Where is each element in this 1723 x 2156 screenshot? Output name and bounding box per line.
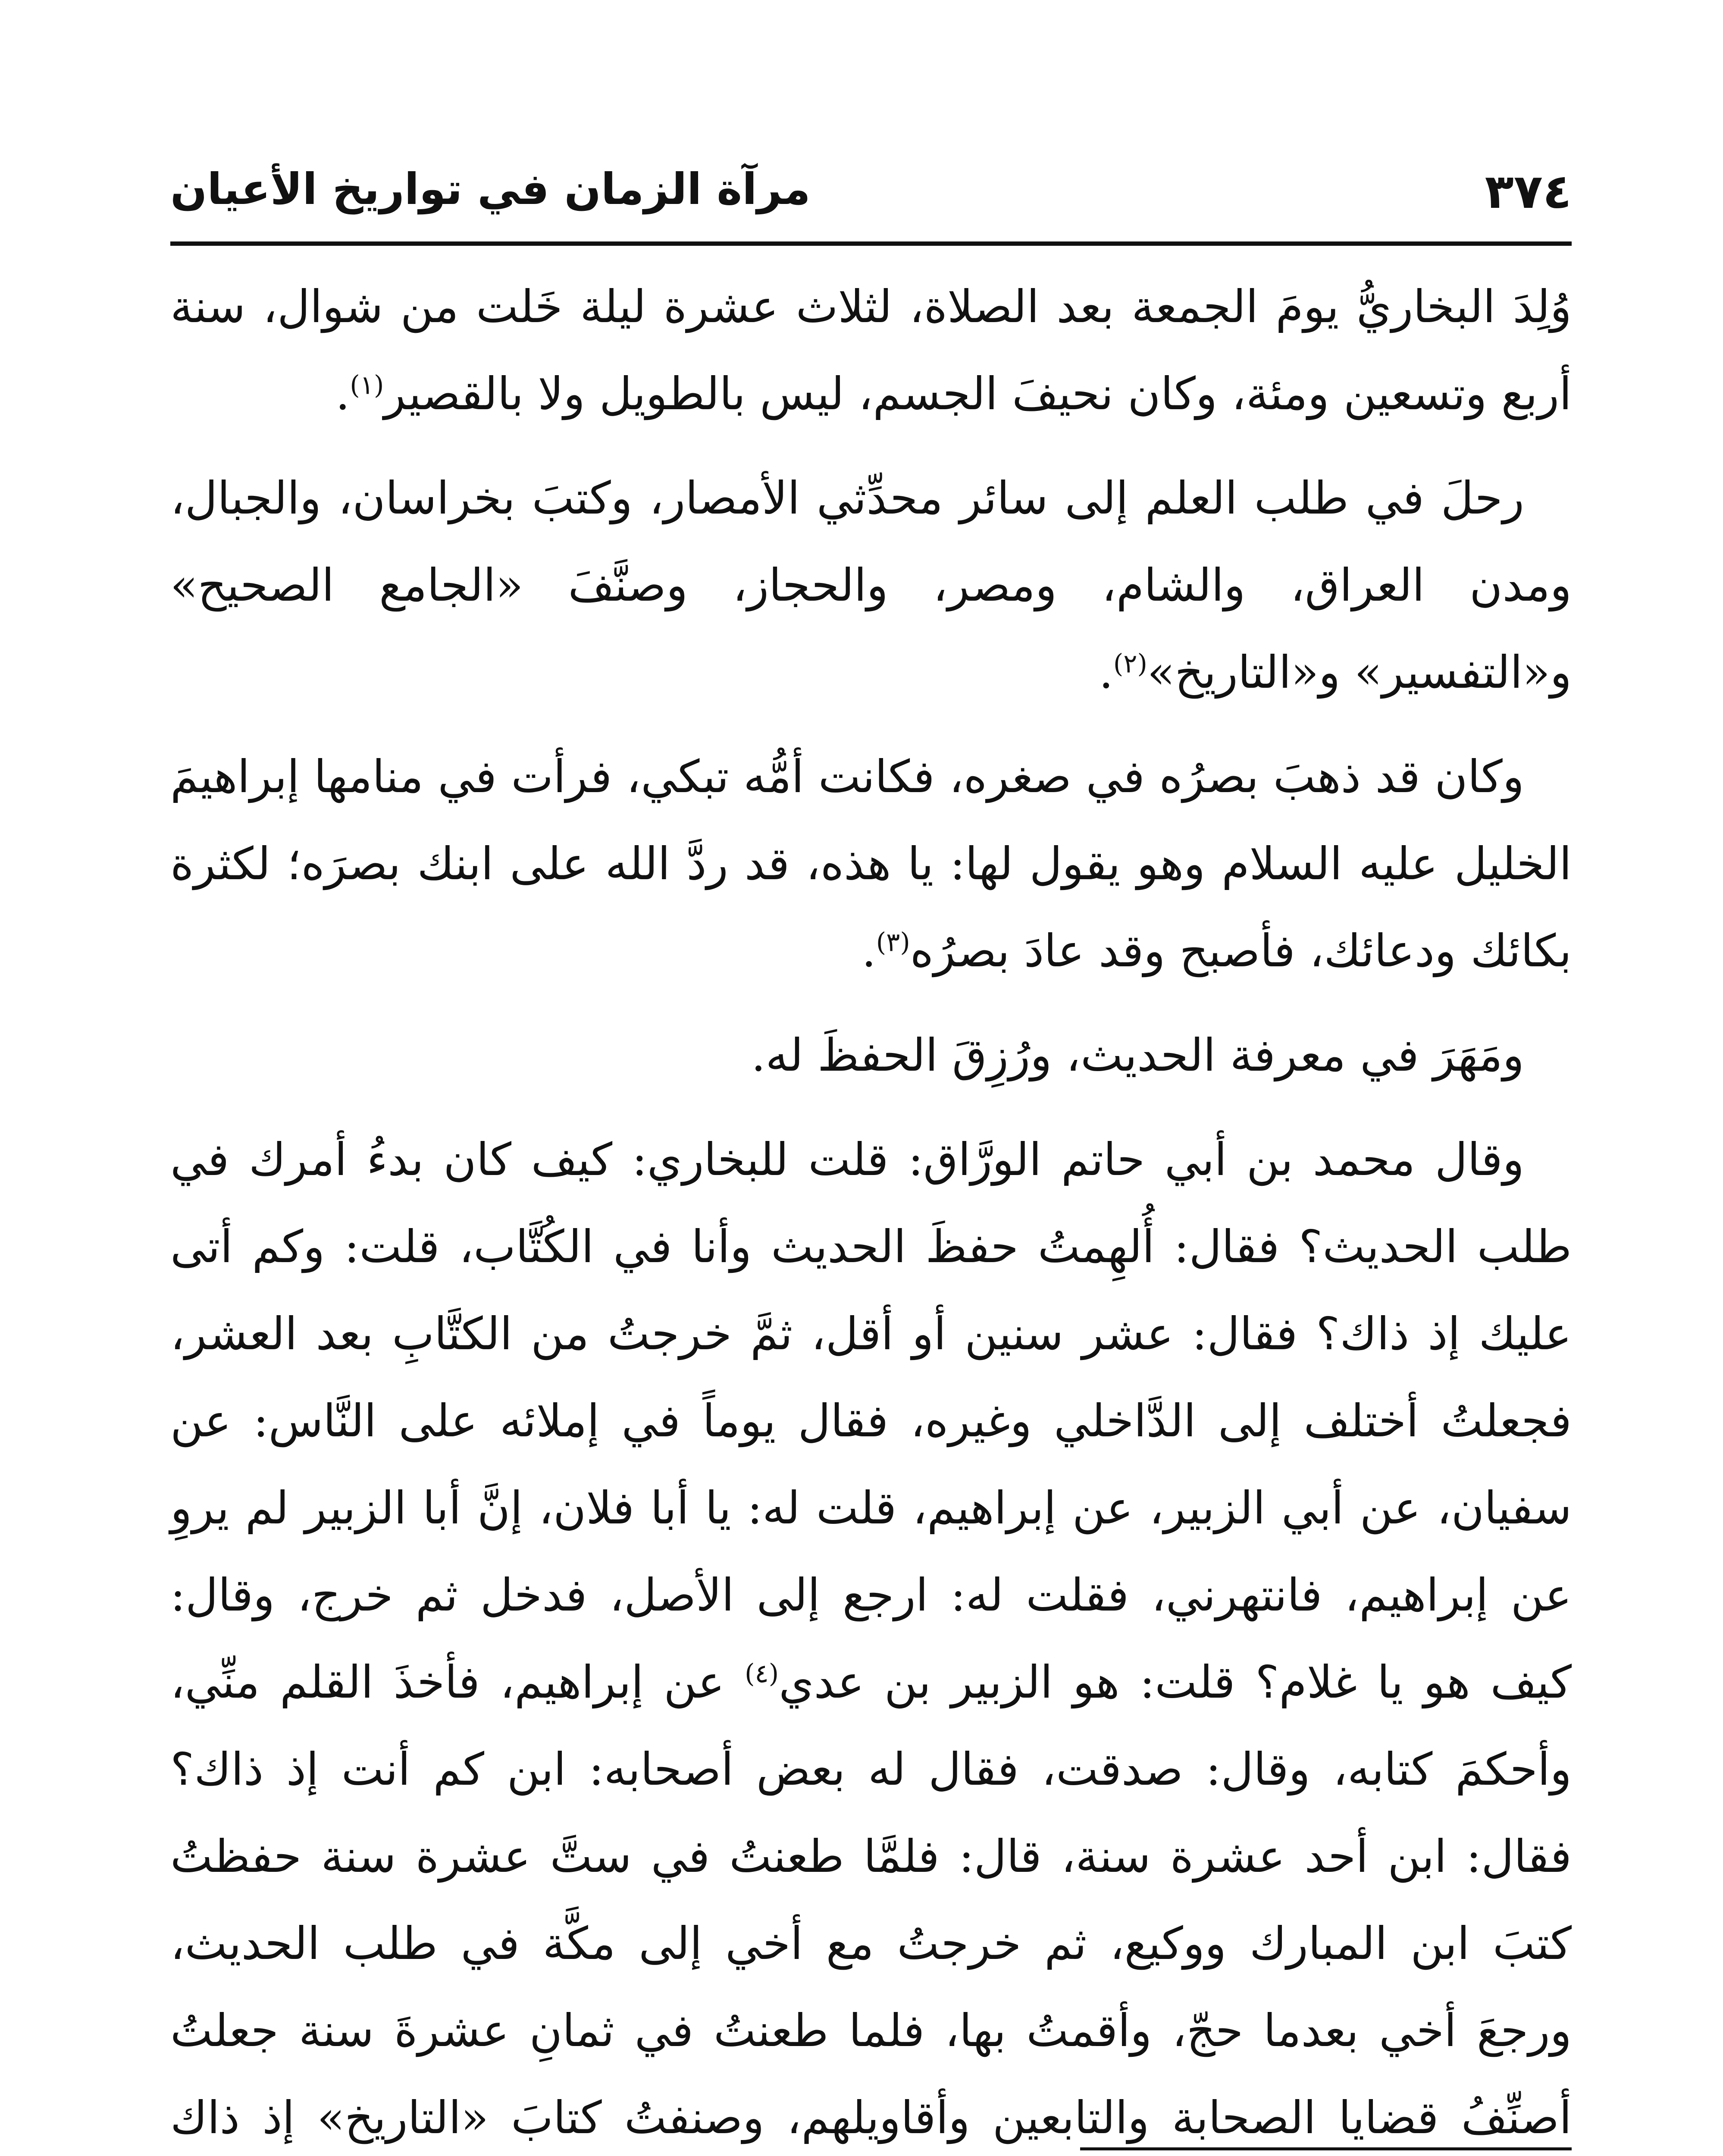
- paragraph: رحلَ في طلب العلم إلى سائر محدِّثي الأمصار، وكتبَ بخراسان، والجبال، ومدن العراق، والشام، ومصر، والحجاز، وصنَّفَ «الجامع الصحيح» و«التفسير» و«التاريخ»$^{(٢)}$.: [170, 472, 1572, 699]
- page-number: ٣٧٤: [1485, 164, 1572, 219]
- footnote-ref: (٣): [876, 927, 910, 958]
- footnote-rule: [1080, 2147, 1572, 2150]
- footnote-ref: (١): [350, 370, 384, 401]
- paragraph: وقال محمد بن أبي حاتم الورَّاق: قلت للبخاري: كيف كان بدءُ أمرك في طلب الحديث؟ فقال: أُلهِمتُ حفظَ الحديث وأنا في الكُتَّاب، قلت: وكم أتى عليك إذ ذاك؟ فقال: عشر سنين أو أقل، ثمَّ خرجتُ من الكتَّابِ بعد العشر، فجعلتُ أختلف إلى الدَّاخلي وغيره، فقال يوماً في إملائه على النَّاس: عن سفيان، عن أبي الزبير، عن إبراهيم، قلت له: يا أبا فلان، إنَّ أبا الزبير لم يروِ عن إبراهيم، فانتهرني، فقلت له: ارجع إلى الأصل، فدخل ثم خرج، وقال: كيف هو يا غلام؟ قلت: هو الزبير بن عدي$^{(٤)}$ عن إبراهيم، فأخذَ القلم منِّي، وأحكمَ كتابه، وقال: صدقت، فقال له بعض أصحابه: ابن كم أنت إذ ذاك؟ فقال: ابن أحد عشرة سنة، قال: فلمَّا طعنتُ في ستَّ عشرة سنة حفظتُ كتبَ ابن المبارك ووكيع، ثم خرجتُ مع أخي إلى مكَّة في طلب الحديث، ورجعَ أخي بعدما حجّ، وأقمتُ بها، فلما طعنتُ في ثمانِ عشرةَ سنة جعلتُ أصنِّفُ قضايا الصحابة والتابعين وأقاويلهم، وصنفتُ كتابَ «التاريخ» إذ ذاك: [170, 1133, 1572, 2144]
- running-title: مرآة الزمان في تواريخ الأعيان: [170, 164, 811, 214]
- paragraph: وُلِدَ البخاريُّ يومَ الجمعة بعد الصلاة، لثلاث عشرة ليلة خَلت من شوال، سنة أربع وتسعين ومئة، وكان نحيفَ الجسم، ليس بالطويل ولا بالقصير$^{(١)}$.: [170, 280, 1572, 420]
- paragraph: ومَهَرَ في معرفة الحديث، ورُزِقَ الحفظَ له.: [751, 1029, 1524, 1081]
- header-rule: [170, 241, 1572, 246]
- page-header: [170, 147, 1572, 233]
- main-text: [170, 263, 1572, 2156]
- footnote-ref: (٤): [745, 1658, 779, 1689]
- footnote-ref: (٢): [1113, 649, 1147, 679]
- paragraph: وكان قد ذهبَ بصرُه في صغره، فكانت أمُّه تبكي، فرأت في منامها إبراهيمَ الخليل عليه السلام وهو يقول لها: يا هذه، قد ردَّ الله على ابنك بصرَه؛ لكثرة بكائك ودعائك، فأصبح وقد عادَ بصرُه$^{(٣)}$.: [170, 750, 1572, 977]
